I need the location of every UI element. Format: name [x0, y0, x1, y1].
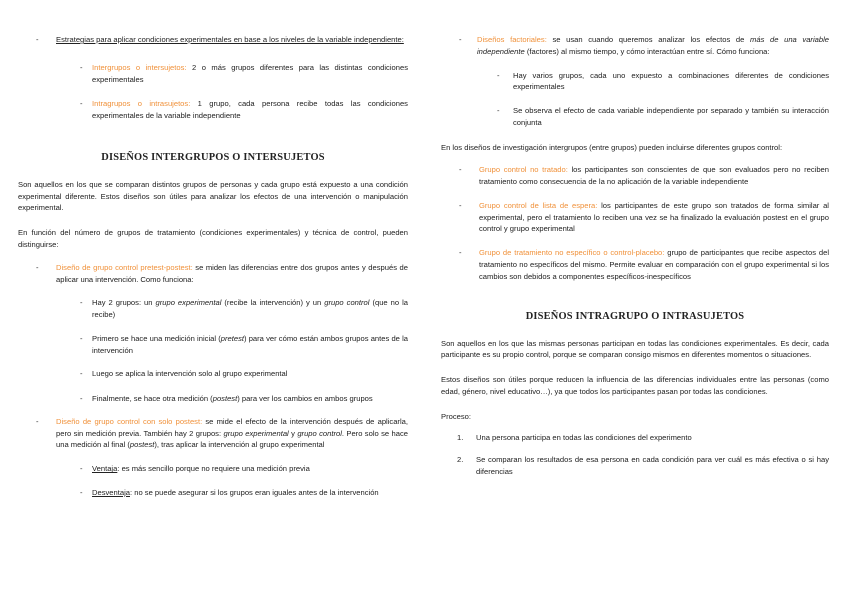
design-pretest-postest-term: Diseño de grupo control pretest-postest: — [56, 262, 193, 272]
pretest-point-2: - Primero se hace una medición inicial (pretest) para ver cómo están ambos grupos antes de la intervención — [80, 333, 409, 355]
factorial-term: Diseños factoriales: — [477, 35, 547, 44]
left-column — [18, 34, 408, 499]
bullet: - — [459, 35, 462, 44]
design-postest-only: - Diseño de grupo control con solo postest: se mide el efecto de la intervención después de aplicarla, pero sin medición previa. También hay 2 grupos: grupo experimental y grupo control. Pero solo se hace una medición al final (postest), tras aplicar la intervención al grupo experimental — [36, 416, 408, 450]
proceso-label: Proceso: — [441, 411, 471, 421]
control-groups-intro: En los diseños de investigación intergrupos (entre grupos) pueden incluirse diferentes grupos control: — [441, 142, 783, 152]
bullet: - — [459, 248, 462, 258]
factorial-designs: - Diseños factoriales: se usan cuando queremos analizar los efectos de más de una variable independiente (factores) al mismo tiempo, y cómo interactúan entre sí. Cómo funciona: — [459, 35, 830, 56]
intergroups-term: Intergrupos o intersujetos: — [92, 62, 187, 72]
intragroups-paragraph-1: Son aquellos en los que las mismas personas participan en todas las condiciones experimentales. Es decir, cada participante es su propio control, porque se comparan consigo mismos en diferentes momentos o situaciones. — [441, 338, 829, 360]
bullet: - — [36, 262, 39, 272]
intergroups-paragraph-2: En función del número de grupos de tratamiento (condiciones experimentales) y técnica de control, pueden distinguirse: — [18, 228, 408, 250]
disadvantage-item: - Desventaja: no se puede asegurar si los grupos eran iguales antes de la intervención — [80, 487, 379, 497]
bullet: - — [80, 298, 83, 308]
advantage-item: - Ventaja: es más sencillo porque no requiere una medición previa — [80, 464, 310, 474]
bullet: - — [80, 394, 83, 404]
intragroups-term: Intragrupos o intrasujetos: — [92, 99, 191, 109]
design-pretest-postest-text: se miden las diferencias entre dos grupos antes y después de aplicar una intervención. Como funciona: — [56, 262, 408, 284]
strategies-item — [18, 34, 408, 46]
step-number: 2. — [457, 455, 464, 465]
bullet: - — [80, 333, 83, 343]
step-2: 2. Se comparan los resultados de esa persona en cada condición para ver cuál es más efectiva o si hay diferencias — [457, 455, 829, 476]
bullet: - — [80, 369, 83, 379]
bullet: - — [497, 70, 500, 80]
intragroups-text: 1 grupo, cada persona recibe todas las condiciones experimentales de la variable independiente — [92, 99, 408, 121]
bullet: - — [80, 464, 83, 474]
bullet: - — [80, 99, 83, 109]
factorial-point-1: - Hay varios grupos, cada uno expuesto a combinaciones diferentes de condiciones experimentales — [497, 70, 829, 92]
bullet: - — [36, 416, 39, 426]
pretest-point-1: - Hay 2 grupos: un grupo experimental (recibe la intervención) y un grupo control (que no la recibe) — [80, 298, 409, 320]
bullet: - — [36, 35, 39, 44]
bullet: - — [80, 62, 83, 72]
intragroups-heading: DISEÑOS INTRAGRUPO O INTRASUJETOS — [525, 311, 745, 323]
step-1: 1. Una persona participa en todas las condiciones del experimento — [457, 433, 692, 443]
intergroups-paragraph-1: Son aquellos en los que se comparan distintos grupos de personas y cada grupo está expuesto a una condición experimental diferente. Estos diseños son útiles para analizar los efectos de una intervención o manipulación experimental. — [18, 179, 408, 213]
design-pretest-postest — [18, 262, 408, 286]
pretest-point-3: - Luego se aplica la intervención solo al grupo experimental — [80, 369, 288, 379]
control-untreated-term: Grupo control no tratado: — [479, 165, 568, 175]
bullet: - — [497, 106, 500, 116]
control-waitlist: - Grupo control de lista de espera: los participantes de este grupo son tratados de forma similar al experimental, pero el tratamiento lo reciben una vez se ha finalizado la evaluación postest en el grupo control y grupo experimental — [459, 200, 829, 234]
advantage-label: Ventaja — [92, 464, 118, 474]
bullet: - — [459, 200, 462, 210]
control-untreated: - Grupo control no tratado: los participantes son conscientes de que son evaluados pero no reciben tratamiento como consecuencia de la no aplicación de la variable independiente — [459, 165, 829, 187]
intergroups-heading: DISEÑOS INTERGRUPOS O INTERSUJETOS — [101, 151, 325, 163]
intragroups-paragraph-2: Estos diseños son útiles porque reducen la influencia de las diferencias individuales entre las personas (como edad, género, nivel educativo…), ya que todos los participantes pasan por todas las condiciones. — [441, 375, 829, 396]
control-placebo: - Grupo de tratamiento no específico o control-placebo: grupo de participantes que recibe aspectos del tratamiento no específicos del mismo. Permite evaluar en comparación con el grupo experimental si los cambios son debidos a componentes específicos-inespecíficos — [459, 248, 830, 281]
control-placebo-term: Grupo de tratamiento no específico o control-placebo: — [479, 248, 665, 258]
right-column — [441, 34, 829, 478]
control-waitlist-term: Grupo control de lista de espera: — [479, 200, 598, 210]
design-postest-only-term: Diseño de grupo control con solo postest: — [56, 416, 203, 426]
intergroups-item — [18, 62, 408, 86]
intragroups-item — [18, 98, 408, 122]
factorial-point-2: - Se observa el efecto de cada variable independiente por separado y también su interacción conjunta — [497, 106, 829, 127]
pretest-point-4: - Finalmente, se hace otra medición (postest) para ver los cambios en ambos grupos — [80, 394, 373, 404]
bullet: - — [459, 165, 462, 175]
strategies-text: Estrategias para aplicar condiciones experimentales en base a los niveles de la variable independiente: — [56, 35, 404, 44]
bullet: - — [80, 487, 83, 497]
step-number: 1. — [457, 433, 464, 443]
intergroups-text: 2 o más grupos diferentes para las distintas condiciones experimentales — [92, 62, 408, 84]
disadvantage-label: Desventaja — [92, 487, 130, 497]
